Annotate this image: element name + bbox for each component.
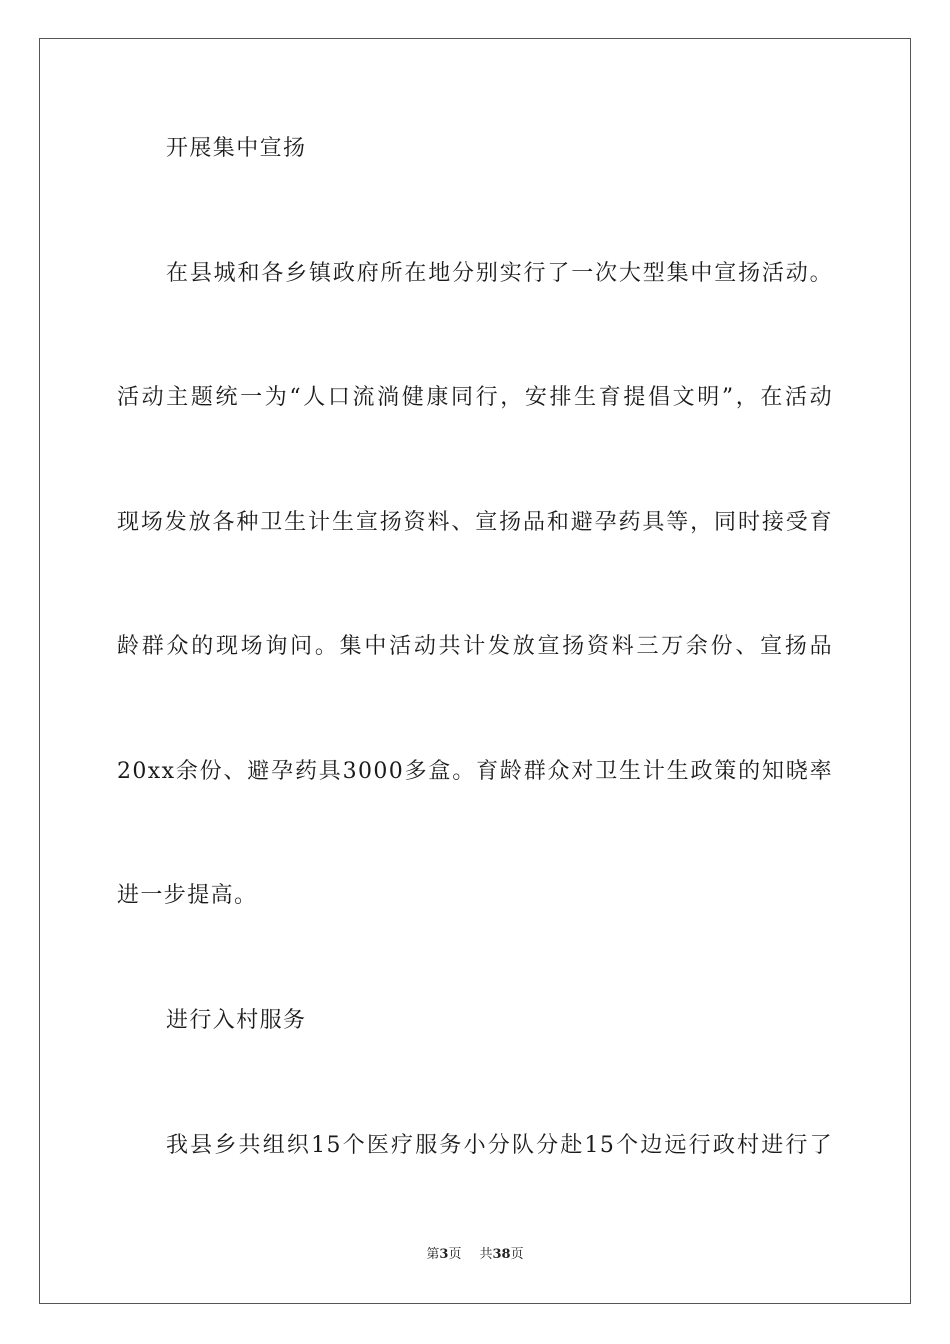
footer-total-prefix: 共: [479, 1247, 493, 1262]
footer-page-total: 38: [492, 1247, 511, 1262]
footer-total-suffix: 页: [510, 1247, 524, 1262]
paragraph-1-line-1: 在县城和各乡镇政府所在地分别实行了一次大型集中宣扬活动。: [166, 261, 833, 286]
paragraph-2-line-1: 我县乡共组织15个医疗服务小分队分赴15个边远行政村进行了: [166, 1133, 833, 1158]
page-footer: [0, 1246, 950, 1264]
paragraph-1-line-5: 20xx余份、避孕药具3000多盒。育龄群众对卫生计生政策的知晓率: [117, 759, 833, 784]
section-heading-2: 进行入村服务: [166, 1008, 307, 1033]
page-border: [39, 38, 911, 1304]
footer-page-current: 3: [439, 1247, 449, 1262]
footer-page-prefix: 第: [426, 1247, 440, 1262]
paragraph-1-line-6: 进一步提高。: [117, 883, 258, 908]
paragraph-1-line-3: 现场发放各种卫生计生宣扬资料、宣扬品和避孕药具等，同时接受育: [117, 510, 833, 535]
paragraph-1-line-2: 活动主题统一为“人口流淌健康同行，安排生育提倡文明”，在活动: [117, 385, 833, 410]
section-heading-1: 开展集中宣扬: [166, 136, 307, 161]
footer-page-suffix: 页: [448, 1247, 462, 1262]
paragraph-1-line-4: 龄群众的现场询问。集中活动共计发放宣扬资料三万余份、宣扬品: [117, 634, 833, 659]
